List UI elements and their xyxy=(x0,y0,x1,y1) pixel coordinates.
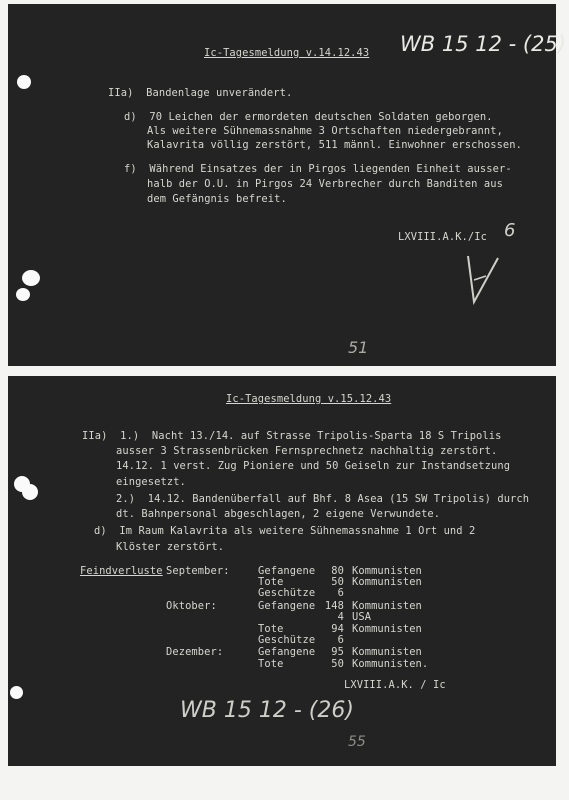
losses-label: Gefangene xyxy=(258,565,316,577)
report-1-line: Als weitere Sühnemassnahme 3 Ortschaften niedergebrannt, xyxy=(147,125,503,137)
report-2-line: d) Im Raum Kalavrita als weitere Sühnemassnahme 1 Ort und 2 xyxy=(94,525,476,537)
report-1-line: dem Gefängnis befreit. xyxy=(147,193,287,205)
report-2-title: Ic-Tagesmeldung v.15.12.43 xyxy=(226,393,392,405)
report-2-signature: LXVIII.A.K. / Ic xyxy=(344,679,446,691)
report-2-line: IIa) 1.) Nacht 13./14. auf Strasse Tripolis-Sparta 18 S Tripolis xyxy=(82,430,502,442)
losses-month: Oktober: xyxy=(166,600,217,612)
losses-heading: Feindverluste xyxy=(80,565,163,577)
report-2-line: eingesetzt. xyxy=(116,476,186,488)
report-2-line: 2.) 14.12. Bandenüberfall auf Bhf. 8 Asea (15 SW Tripolis) durch xyxy=(116,493,530,505)
losses-label: Gefangene xyxy=(258,646,316,658)
losses-count: 6 xyxy=(337,634,344,646)
losses-count: 4 xyxy=(337,611,344,623)
losses-description: Kommunisten xyxy=(352,600,422,612)
punch-hole xyxy=(16,288,30,301)
losses-count: 94 xyxy=(331,623,344,635)
losses-count: 148 xyxy=(324,600,344,612)
punch-hole xyxy=(17,75,31,89)
sheet-separator xyxy=(0,366,569,376)
handwritten-check-mark-icon xyxy=(464,250,504,310)
losses-label: Geschütze xyxy=(258,587,316,599)
report-1-line: f) Während Einsatzes der in Pirgos liegenden Einheit ausser- xyxy=(124,163,512,175)
losses-label: Tote xyxy=(258,623,284,635)
losses-count: 50 xyxy=(331,658,344,670)
punch-hole xyxy=(22,270,40,286)
report-1-line: IIa) Bandenlage unverändert. xyxy=(108,87,293,99)
report-1-signature: LXVIII.A.K./Ic xyxy=(398,231,487,243)
losses-count: 80 xyxy=(331,565,344,577)
report-1-page-mark: 51 xyxy=(348,338,369,357)
losses-label: Tote xyxy=(258,658,284,670)
losses-month: September: xyxy=(166,565,230,577)
report-1-line: d) 70 Leichen der ermordeten deutschen Soldaten geborgen. xyxy=(124,111,493,123)
report-1-line: halb der O.U. in Pirgos 24 Verbrecher durch Banditen aus xyxy=(147,178,503,190)
losses-count: 95 xyxy=(331,646,344,658)
losses-description: Kommunisten. xyxy=(352,658,429,670)
report-2-line: 14.12. 1 verst. Zug Pioniere und 50 Geiseln zur Instandsetzung xyxy=(116,460,511,472)
report-sheet-1 xyxy=(8,4,567,368)
punch-hole xyxy=(10,686,23,699)
losses-description: Kommunisten xyxy=(352,565,422,577)
report-2-page-mark: 55 xyxy=(348,734,366,750)
losses-label: Tote xyxy=(258,576,284,588)
losses-label: Geschütze xyxy=(258,634,316,646)
losses-description: Kommunisten xyxy=(352,623,422,635)
losses-count: 6 xyxy=(337,587,344,599)
losses-label: Gefangene xyxy=(258,600,316,612)
losses-month: Dezember: xyxy=(166,646,224,658)
punch-hole xyxy=(22,484,38,500)
report-sheet-2 xyxy=(8,376,556,766)
report-2-line: Klöster zerstört. xyxy=(116,541,225,553)
report-2-archive-stamp: WB 15 12 - (26) xyxy=(180,698,354,723)
report-2-line: dt. Bahnpersonal abgeschlagen, 2 eigene Verwundete. xyxy=(116,508,441,520)
losses-description: USA xyxy=(352,611,372,623)
report-2-line: ausser 3 Strassenbrücken Fernsprechnetz nachhaltig zerstört. xyxy=(116,445,498,457)
losses-description: Kommunisten xyxy=(352,646,422,658)
losses-count: 50 xyxy=(331,576,344,588)
report-1-handwritten-number: 6 xyxy=(504,220,516,241)
report-1-line: Kalavrita völlig zerstört, 511 männl. Einwohner erschossen. xyxy=(147,139,522,151)
report-1-archive-stamp: WB 15 12 - (25) xyxy=(400,32,567,56)
report-1-title: Ic-Tagesmeldung v.14.12.43 xyxy=(204,47,370,59)
losses-description: Kommunisten xyxy=(352,576,422,588)
